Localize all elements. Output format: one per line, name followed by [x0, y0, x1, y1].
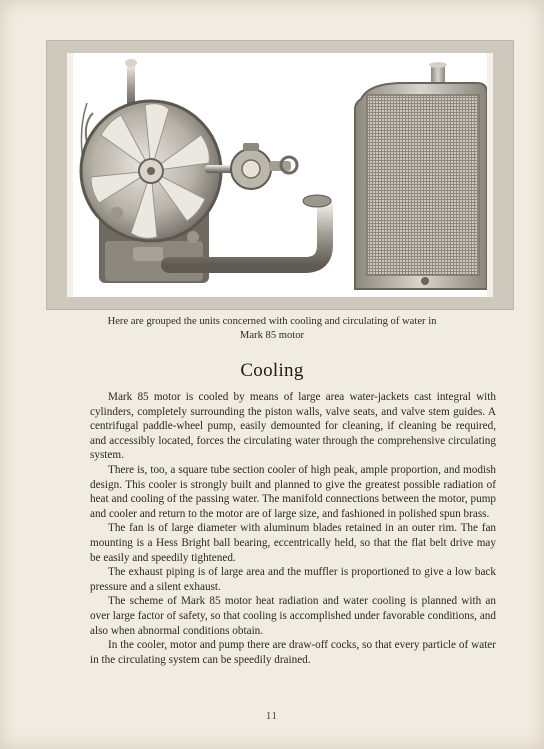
motor-with-fan: [81, 59, 221, 283]
cooling-units-photo: [73, 53, 487, 297]
paragraph: In the cooler, motor and pump there are draw-off cocks, so that every particle of water in the circulating system can be speedily drained.: [90, 639, 496, 666]
photo-area: [73, 53, 487, 297]
page-number: 11: [266, 711, 278, 722]
radiator-cooler: [355, 62, 487, 289]
paragraph: Mark 85 motor is cooled by means of large area water-jackets cast integral with cylinders, completely surrounding the piston walls, valve seats, and valve stem guides. A centrifugal paddle-wheel pump, easily demounted for cleaning, if cleaning be required, and accessibly located, forces the circulating water through the comprehensive circulating system.: [90, 391, 496, 462]
photo-frame: [46, 40, 514, 310]
caption-line-2: Mark 85 motor: [239, 330, 305, 341]
photo-mat: [67, 53, 493, 297]
paragraph: The fan is of large diameter with aluminum blades retained in an outer rim. The fan mounting is a Hess Bright ball bearing, eccentrically held, so that the flat belt drive may be easily and speedily tightened.: [90, 522, 496, 564]
body-text: [90, 390, 496, 667]
paragraph: There is, too, a square tube section cooler of high peak, ample proportion, and modish design. This cooler is strongly built and planned to give the greatest possible radiation of heat and cooling of the passing water. The manifold connections between the motor, pump and cooler and return to the motor are of large size, and fashioned in polished spun brass.: [90, 463, 496, 520]
figure-caption: [60, 315, 484, 343]
paragraph: The exhaust piping is of large area and the muffler is proportioned to give a low back pressure and a silent exhaust.: [90, 566, 496, 593]
caption-line-1: Here are grouped the units concerned with cooling and circulating of water in: [107, 316, 437, 327]
section-heading: Cooling: [240, 360, 304, 381]
paragraph: The scheme of Mark 85 motor heat radiation and water cooling is planned with an over large factor of safety, so that cooling is accomplished under favorable conditions, and also when abnormal conditions obtain.: [90, 595, 496, 637]
